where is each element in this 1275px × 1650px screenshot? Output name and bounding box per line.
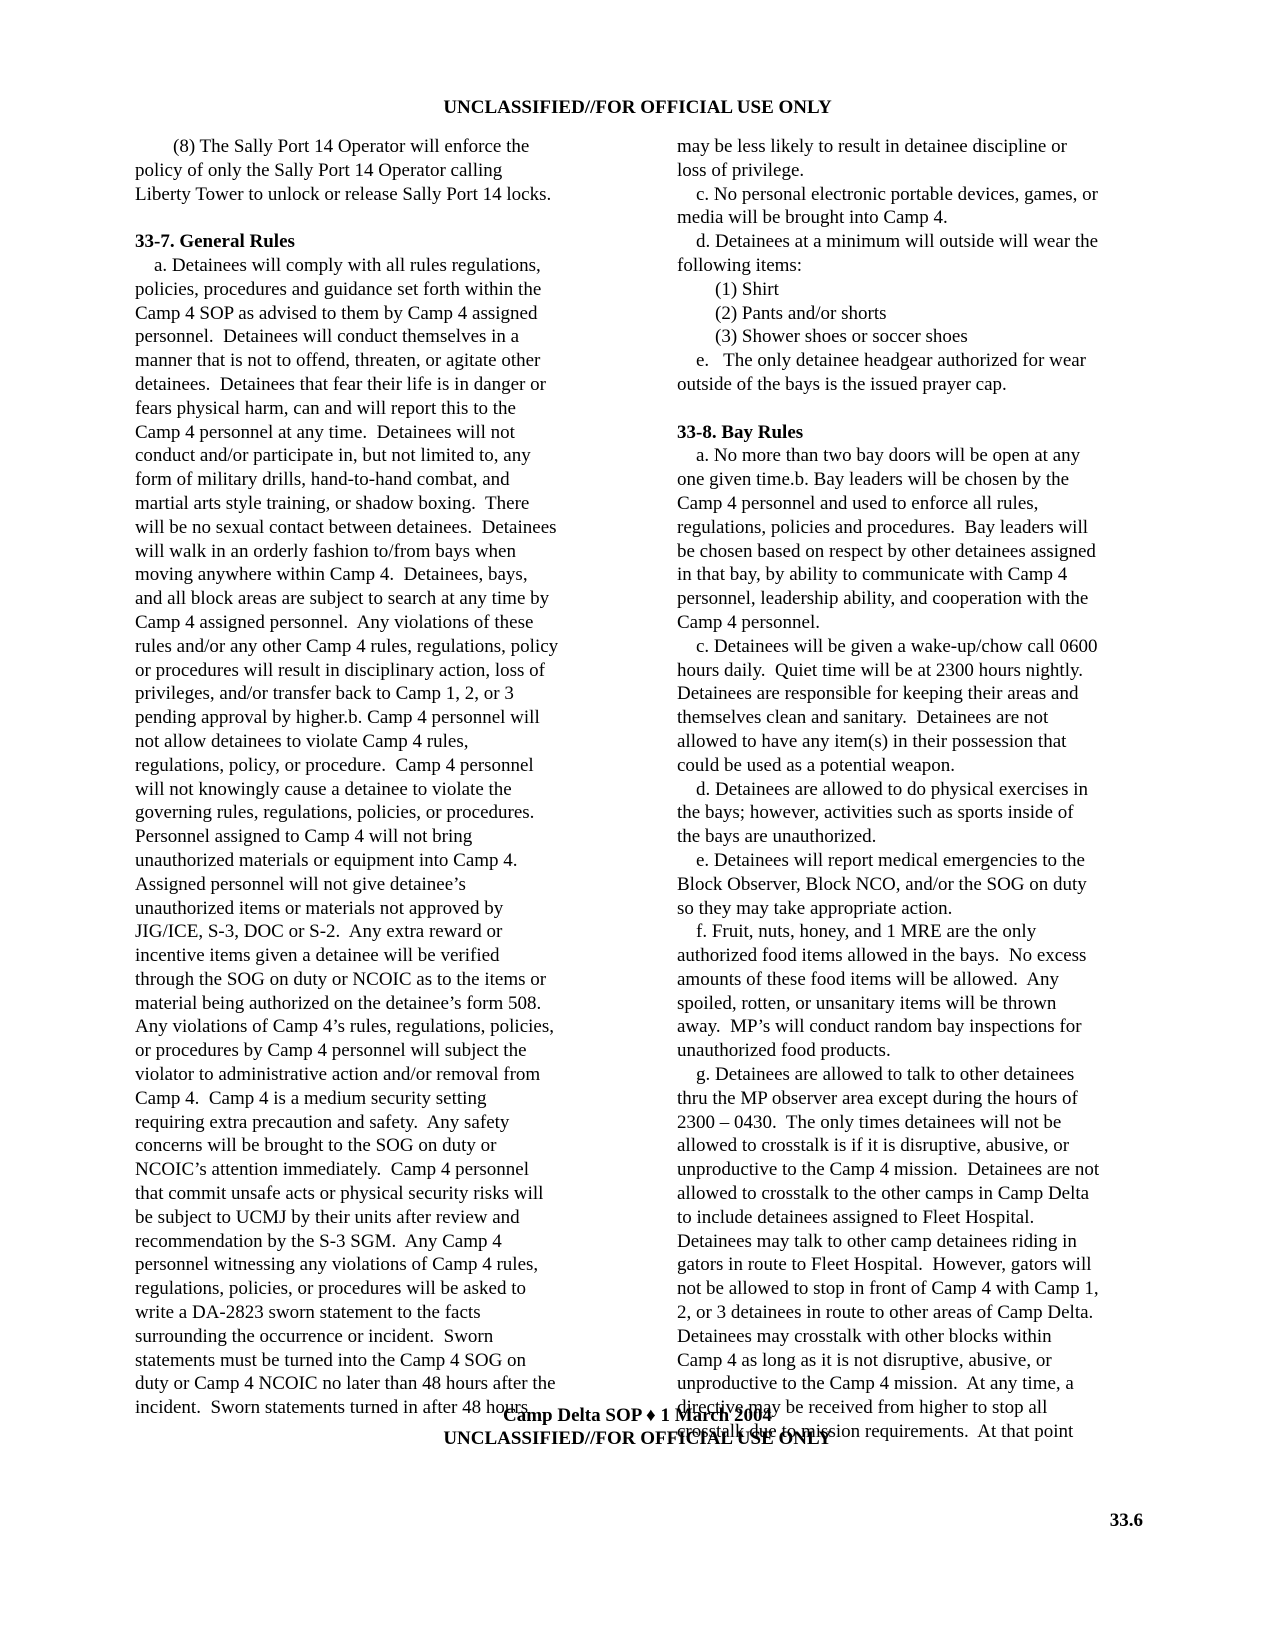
text-line: requiring extra precaution and safety. Any safety <box>135 1111 510 1133</box>
text-line: surrounding the occurrence or incident. Sworn <box>135 1325 494 1347</box>
text-line: (1) Shirt <box>677 278 779 300</box>
text-line: may be less likely to result in detainee discipline or <box>677 136 1067 157</box>
text-line: Personnel assigned to Camp 4 will not bring <box>135 826 473 848</box>
text-line: (2) Pants and/or shorts <box>677 302 887 324</box>
text-line: (8) The Sally Port 14 Operator will enforce the <box>135 136 530 157</box>
text-line: unproductive to the Camp 4 mission. At any time, a <box>677 1373 1074 1395</box>
text-line: or procedures by Camp 4 personnel will subject the <box>135 1040 527 1062</box>
text-line: Camp 4 SOP as advised to them by Camp 4 assigned <box>135 302 538 324</box>
text-line: to include detainees assigned to Fleet Hospital. <box>677 1206 1035 1228</box>
text-line: authorized food items allowed in the bays. No excess <box>677 945 1087 967</box>
text-line: in that bay, by ability to communicate with Camp 4 <box>677 564 1068 586</box>
text-line: personnel, leadership ability, and cooperation with the <box>677 588 1089 610</box>
text-line: material being authorized on the detainee’s form 508. <box>135 992 542 1014</box>
text-line: allowed to have any item(s) in their possession that <box>677 730 1067 752</box>
text-line: not allow detainees to violate Camp 4 rules, <box>135 730 469 752</box>
text-line: form of military drills, hand-to-hand combat, and <box>135 469 510 491</box>
text-line: the bays; however, activities such as sports inside of <box>677 802 1074 824</box>
text-line: (3) Shower shoes or soccer shoes <box>677 326 968 348</box>
text-line: will walk in an orderly fashion to/from bays when <box>135 540 516 562</box>
text-line: incentive items given a detainee will be verified <box>135 945 500 967</box>
text-line: unproductive to the Camp 4 mission. Detainees are not <box>677 1159 1100 1181</box>
text-line: recommendation by the S-3 SGM. Any Camp 4 <box>135 1230 502 1252</box>
text-line: gators in route to Fleet Hospital. However, gators will <box>677 1254 1092 1276</box>
text-line: c. No personal electronic portable devices, games, or <box>677 183 1099 205</box>
text-line: not be allowed to stop in front of Camp 4 with Camp 1, <box>677 1278 1099 1300</box>
text-line: Detainees are responsible for keeping their areas and <box>677 683 1079 705</box>
text-line: pending approval by higher.b. Camp 4 personnel will <box>135 707 540 729</box>
text-line: that commit unsafe acts or physical security risks will <box>135 1183 544 1205</box>
text-line: the bays are unauthorized. <box>677 826 877 848</box>
header-classification: UNCLASSIFIED//FOR OFFICIAL USE ONLY <box>443 97 832 118</box>
text-line: d. Detainees at a minimum will outside will wear the <box>677 231 1099 253</box>
text-line: so they may take appropriate action. <box>677 897 953 919</box>
text-line: personnel. Detainees will conduct themselves in a <box>135 326 520 348</box>
text-line: allowed to crosstalk is if it is disruptive, abusive, or <box>677 1135 1070 1157</box>
page-number: 33.6 <box>1109 1510 1143 1531</box>
footer-classification: UNCLASSIFIED//FOR OFFICIAL USE ONLY <box>443 1428 832 1449</box>
text-line: unauthorized items or materials not approved by <box>135 897 504 919</box>
text-line: Assigned personnel will not give detainee’s <box>135 873 466 895</box>
text-line: will not knowingly cause a detainee to violate the <box>135 778 512 800</box>
text-line: one given time.b. Bay leaders will be chosen by the <box>677 469 1070 491</box>
text-line: policies, procedures and guidance set forth within the <box>135 278 542 300</box>
text-line: regulations, policies, or procedures will be asked to <box>135 1278 526 1300</box>
text-line: outside of the bays is the issued prayer cap. <box>677 373 1007 395</box>
section-heading: 33-8. Bay Rules <box>677 421 804 443</box>
text-line: Camp 4. Camp 4 is a medium security setting <box>135 1087 487 1109</box>
text-line: d. Detainees are allowed to do physical exercises in <box>677 778 1088 800</box>
text-line: allowed to crosstalk to the other camps in Camp Delta <box>677 1183 1090 1205</box>
text-line: Any violations of Camp 4’s rules, regulations, policies, <box>135 1016 555 1038</box>
text-line: statements must be turned into the Camp 4 SOG on <box>135 1349 527 1371</box>
text-line: Detainees may crosstalk with other blocks within <box>677 1325 1052 1347</box>
text-line: c. Detainees will be given a wake-up/chow call 0600 <box>677 635 1098 657</box>
text-line: themselves clean and sanitary. Detainees are not <box>677 707 1049 729</box>
blank-line <box>677 397 1147 421</box>
text-line: privileges, and/or transfer back to Camp 1, 2, or 3 <box>135 683 514 705</box>
text-line: and all block areas are subject to search at any time by <box>135 588 550 610</box>
text-line: Liberty Tower to unlock or release Sally Port 14 locks. <box>135 183 552 205</box>
text-line: conduct and/or participate in, but not limited to, any <box>135 445 531 467</box>
text-line: g. Detainees are allowed to talk to other detainees <box>677 1064 1075 1086</box>
right-column <box>677 135 1147 1444</box>
text-line: incident. Sworn statements turned in after 48 hours <box>135 1397 529 1419</box>
text-line: a. Detainees will comply with all rules regulations, <box>135 254 541 276</box>
text-line: unauthorized food products. <box>677 1040 891 1062</box>
text-line: duty or Camp 4 NCOIC no later than 48 hours after the <box>135 1373 556 1395</box>
text-line: away. MP’s will conduct random bay inspections for <box>677 1016 1082 1038</box>
text-line: detainees. Detainees that fear their life is in danger or <box>135 373 546 395</box>
text-line: e. Detainees will report medical emergencies to the <box>677 849 1085 871</box>
text-line: directive may be received from higher to stop all <box>677 1397 1048 1419</box>
text-line: be chosen based on respect by other detainees assigned <box>677 540 1096 562</box>
text-line: be subject to UCMJ by their units after review and <box>135 1206 520 1228</box>
text-line: personnel witnessing any violations of Camp 4 rules, <box>135 1254 539 1276</box>
text-line: will be no sexual contact between detainees. Detainees <box>135 516 557 538</box>
text-line: a. No more than two bay doors will be open at any <box>677 445 1081 467</box>
text-line: Block Observer, Block NCO, and/or the SOG on duty <box>677 873 1087 895</box>
blank-line <box>135 206 615 230</box>
text-line: concerns will be brought to the SOG on duty or <box>135 1135 497 1157</box>
text-line: hours daily. Quiet time will be at 2300 hours nightly. <box>677 659 1083 681</box>
text-line: spoiled, rotten, or unsanitary items will be thrown <box>677 992 1057 1014</box>
text-line: policy of only the Sally Port 14 Operator calling <box>135 159 503 181</box>
text-line: martial arts style training, or shadow boxing. There <box>135 492 530 514</box>
text-line: 2300 – 0430. The only times detainees will not be <box>677 1111 1062 1133</box>
text-line: rules and/or any other Camp 4 rules, regulations, policy <box>135 635 559 657</box>
text-line: loss of privilege. <box>677 159 805 181</box>
text-line: Camp 4 personnel at any time. Detainees will not <box>135 421 515 443</box>
text-line: regulations, policies and procedures. Bay leaders will <box>677 516 1089 538</box>
left-column <box>135 135 615 1420</box>
text-line: Camp 4 personnel and used to enforce all rules, <box>677 492 1039 514</box>
text-line: Camp 4 as long as it is not disruptive, abusive, or <box>677 1349 1052 1371</box>
text-line: through the SOG on duty or NCOIC as to the items or <box>135 968 547 990</box>
text-line: moving anywhere within Camp 4. Detainees, bays, <box>135 564 528 586</box>
text-line: e. The only detainee headgear authorized for wear <box>677 350 1087 372</box>
text-line: violator to administrative action and/or removal from <box>135 1064 541 1086</box>
text-line: fears physical harm, can and will report this to the <box>135 397 516 419</box>
text-line: amounts of these food items will be allowed. Any <box>677 968 1060 990</box>
text-line: unauthorized materials or equipment into Camp 4. <box>135 849 518 871</box>
text-line: governing rules, regulations, policies, or procedures. <box>135 802 535 824</box>
text-line: media will be brought into Camp 4. <box>677 207 948 229</box>
text-line: write a DA-2823 sworn statement to the facts <box>135 1302 481 1324</box>
text-line: manner that is not to offend, threaten, or agitate other <box>135 350 541 372</box>
text-line: thru the MP observer area except during the hours of <box>677 1087 1078 1109</box>
section-heading: 33-7. General Rules <box>135 231 295 253</box>
text-line: or procedures will result in disciplinary action, loss of <box>135 659 545 681</box>
text-line: following items: <box>677 254 803 276</box>
text-line: Camp 4 assigned personnel. Any violations of these <box>135 611 534 633</box>
text-line: Camp 4 personnel. <box>677 611 821 633</box>
text-line: Detainees may talk to other camp detainees riding in <box>677 1230 1077 1252</box>
text-line: f. Fruit, nuts, honey, and 1 MRE are the only <box>677 921 1037 943</box>
text-line: JIG/ICE, S-3, DOC or S-2. Any extra reward or <box>135 921 503 943</box>
text-line: 2, or 3 detainees in route to other areas of Camp Delta. <box>677 1302 1094 1324</box>
text-line: crosstalk due to mission requirements. At that point <box>677 1421 1074 1443</box>
text-line: NCOIC’s attention immediately. Camp 4 personnel <box>135 1159 530 1181</box>
footer-title: Camp Delta SOP ♦ 1 March 2004 <box>503 1405 772 1426</box>
text-line: could be used as a potential weapon. <box>677 754 956 776</box>
text-line: regulations, policy, or procedure. Camp 4 personnel <box>135 754 534 776</box>
